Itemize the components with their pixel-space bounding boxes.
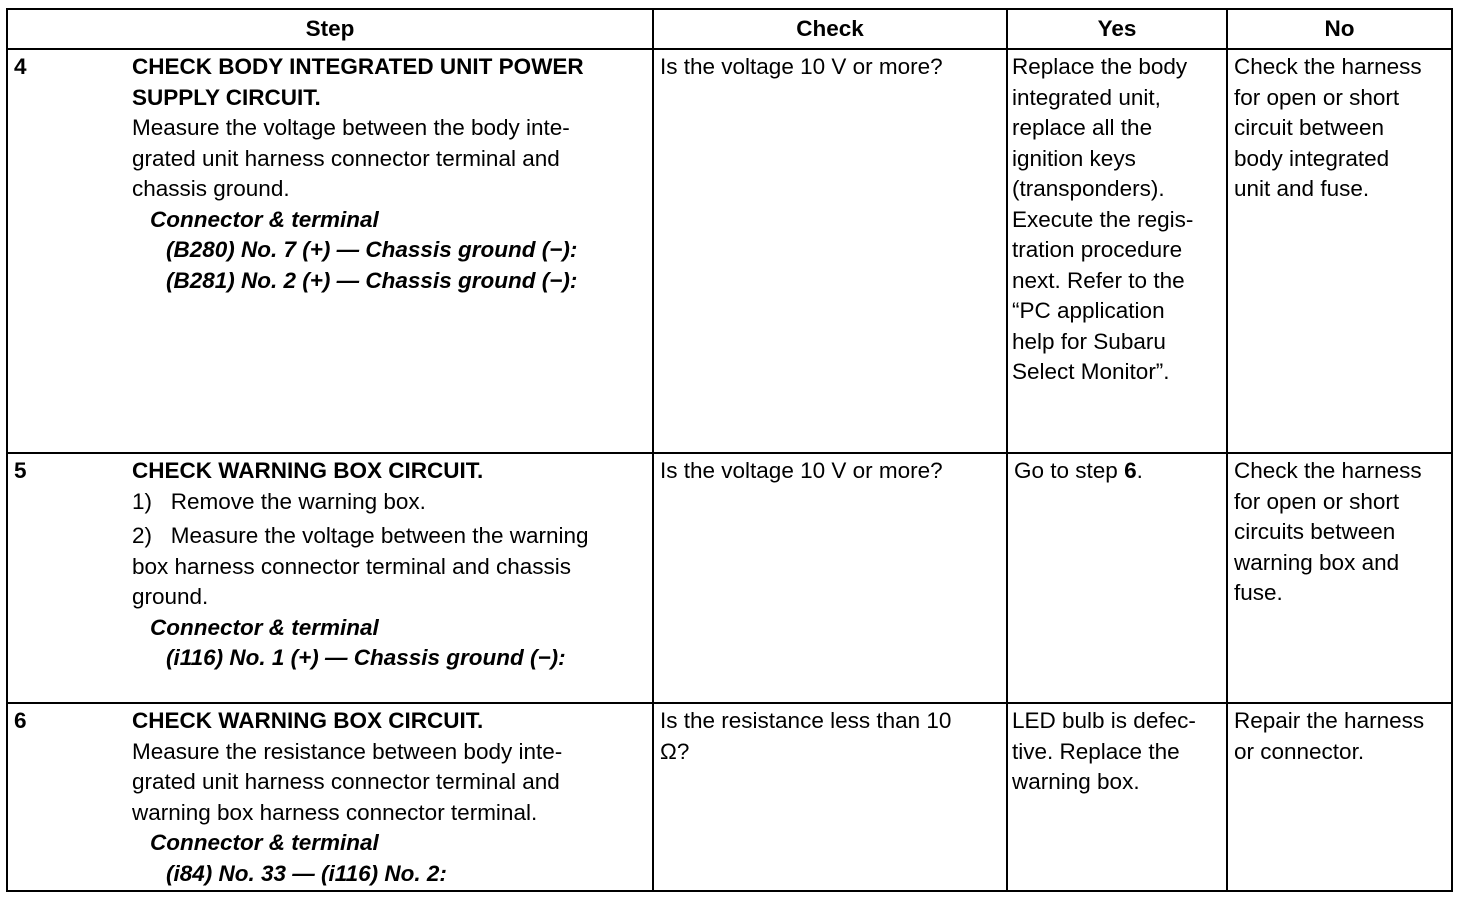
connector-heading: Connector & terminal [150,830,379,855]
no-action [1228,704,1451,767]
step-cell [7,703,653,891]
no-line: for open or short [1234,488,1400,514]
no-line: circuits between [1234,519,1396,544]
yes-line: help for Subaru [1012,328,1166,354]
column-header-no: No [1227,9,1452,49]
no-line: Repair the harness [1234,708,1425,733]
sub-step-2-continued: ground. [132,584,209,609]
yes-line: warning box. [1012,769,1140,794]
step-title: CHECK WARNING BOX CIRCUIT. [132,708,484,733]
no-line: fuse. [1234,580,1283,605]
column-header-yes: Yes [1007,9,1227,49]
table-row-step-6 [7,703,1452,891]
table-row-step-5 [7,453,1452,703]
no-cell [1227,49,1452,453]
check-line: Is the resistance less than 10 [660,708,952,733]
check-cell [653,49,1007,453]
column-header-check: Check [653,9,1007,49]
step-number: 5 [14,458,27,483]
yes-cell [1007,453,1227,703]
connector-terminal: (i116) No. 1 (+) — Chassis ground (−): [166,645,566,670]
check-question: Is the voltage 10 V or more? [660,54,943,79]
yes-line: LED bulb is defec- [1012,708,1196,733]
connector-terminal: (i84) No. 33 — (i116) No. 2: [166,860,447,886]
no-line: circuit between [1234,115,1385,140]
step-number: 4 [14,54,27,79]
yes-line: integrated unit, [1012,84,1161,110]
no-line: unit and fuse. [1234,176,1370,201]
connector-terminal: (B280) No. 7 (+) — Chassis ground (−): [166,237,578,262]
no-line: or connector. [1234,738,1365,764]
no-line: for open or short [1234,84,1400,110]
connector-heading: Connector & terminal [150,614,379,640]
yes-line: Select Monitor”. [1012,359,1170,384]
step-instruction: Measure the voltage between the body inte- [132,115,570,140]
column-header-step: Step [7,9,653,49]
yes-action [1008,704,1226,798]
yes-action [1008,454,1226,487]
check-question [654,704,1006,767]
yes-prefix: Go to step [1014,458,1125,483]
step-body [132,456,638,674]
yes-line: ignition keys [1012,145,1136,171]
table-header-row [7,9,1452,49]
no-line: warning box and [1234,549,1400,575]
connector-heading: Connector & terminal [150,206,379,232]
yes-suffix: . [1136,458,1143,483]
step-body [132,706,638,889]
sub-step-2: 2) Measure the voltage between the warning [132,523,589,548]
yes-action [1008,50,1226,388]
step-title: CHECK BODY INTEGRATED UNIT POWER [132,54,584,79]
no-cell [1227,703,1452,891]
yes-cell [1007,703,1227,891]
table-row-step-4 [7,49,1452,453]
no-line: Check the harness [1234,54,1422,79]
step-instruction: grated unit harness connector terminal and [132,145,560,171]
yes-cell [1007,49,1227,453]
check-cell [653,453,1007,703]
step-instruction: Measure the resistance between body inte- [132,738,563,764]
sub-step-2-continued: box harness connector terminal and chassis [132,553,571,579]
step-instruction: warning box harness connector terminal. [132,799,538,825]
yes-line: Replace the body [1012,54,1188,79]
check-cell [653,703,1007,891]
step-body [132,52,638,296]
step-title: CHECK WARNING BOX CIRCUIT. [132,458,484,483]
yes-line: Execute the regis- [1012,206,1194,232]
connector-terminal: (B281) No. 2 (+) — Chassis ground (−): [166,267,578,293]
diagnostic-procedure-table [6,8,1453,892]
no-line: body integrated [1234,145,1390,171]
no-line: Check the harness [1234,458,1422,483]
yes-line: “PC application [1012,298,1165,323]
step-cell [7,49,653,453]
sub-step-1: 1) Remove the warning box. [132,488,426,514]
yes-line: (transponders). [1012,176,1165,201]
no-cell [1227,453,1452,703]
step-title: SUPPLY CIRCUIT. [132,84,321,110]
no-action [1228,50,1451,205]
step-instruction: grated unit harness connector terminal and [132,769,560,794]
check-question: Is the voltage 10 V or more? [660,458,943,483]
go-to-step-link[interactable]: 6 [1124,458,1137,483]
yes-line: tive. Replace the [1012,738,1180,764]
step-cell [7,453,653,703]
step-instruction: chassis ground. [132,176,290,201]
yes-line: next. Refer to the [1012,267,1185,293]
yes-line: tration procedure [1012,237,1183,262]
step-number: 6 [14,708,27,733]
no-action [1228,454,1451,609]
yes-line: replace all the [1012,115,1153,140]
check-line: Ω? [660,738,690,764]
